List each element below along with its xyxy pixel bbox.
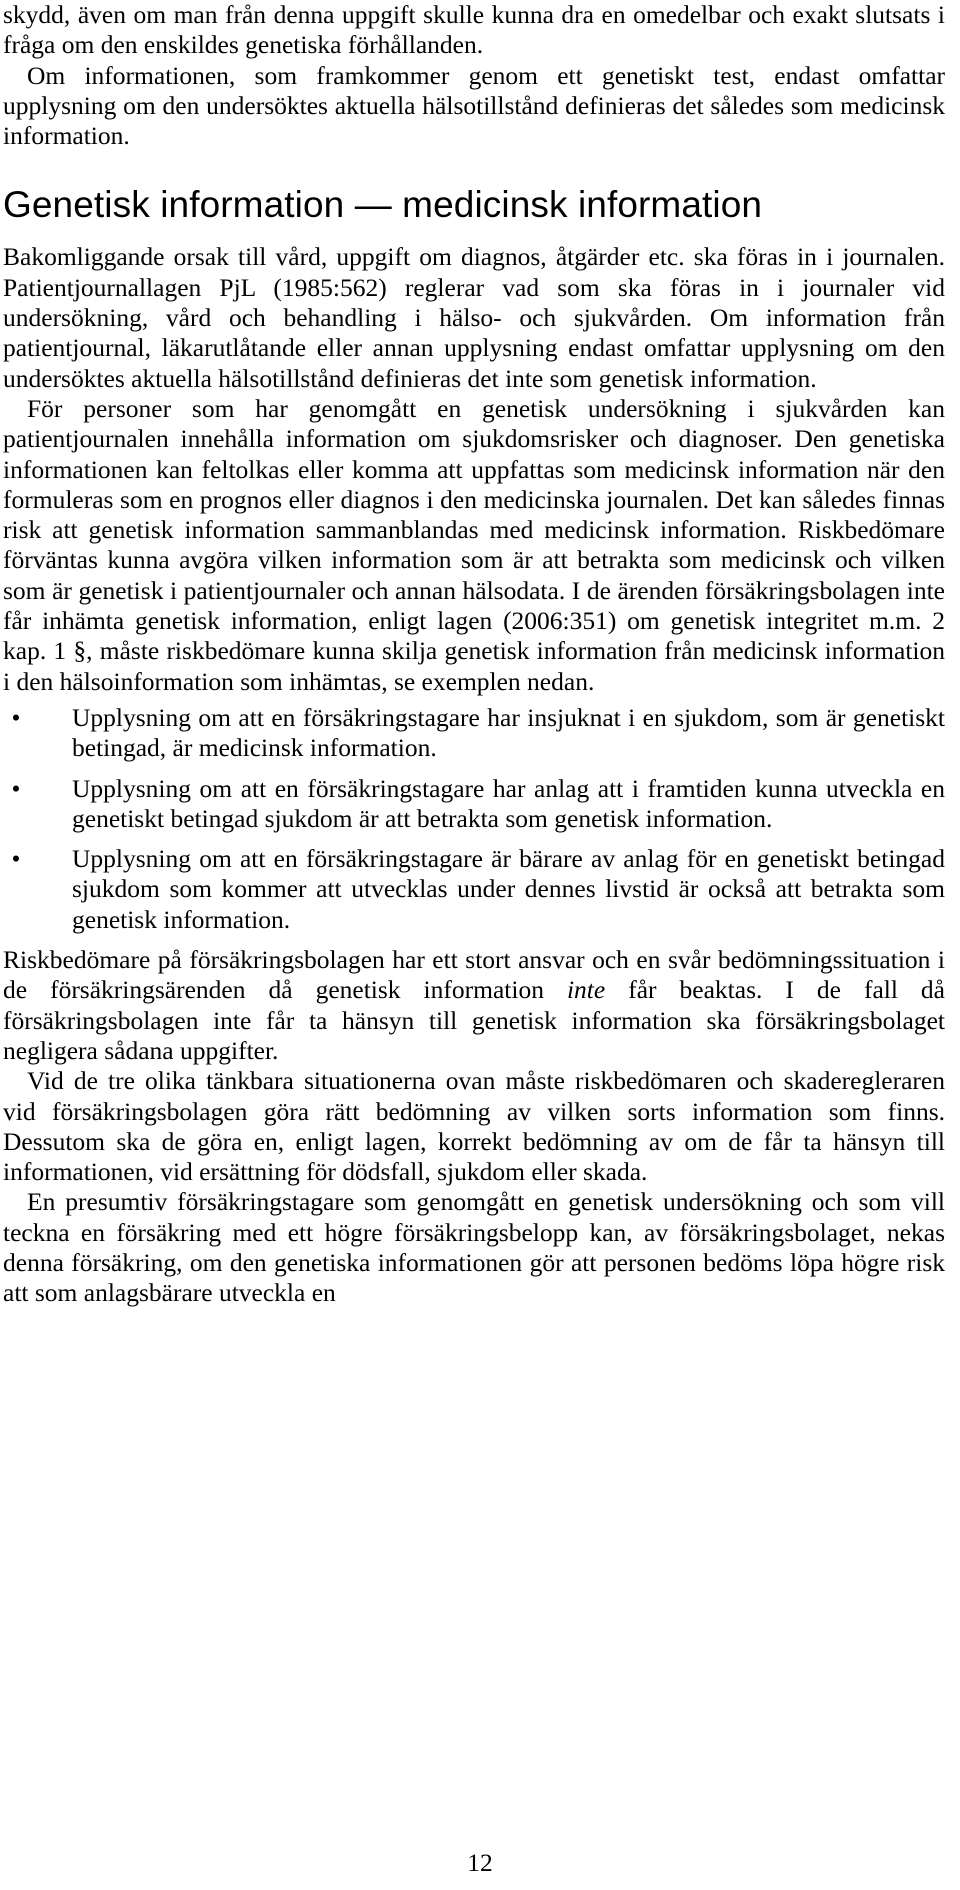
list-item (3, 844, 945, 935)
page-number: 12 (467, 1848, 493, 1877)
intro-paragraph: Om informationen, som framkommer genom ett genetiskt test, endast omfattar upplysning om den undersöktes aktuella hälsotillstånd definieras det således som medicinsk information. (3, 60, 945, 151)
section-paragraph-journal: Bakomliggande orsak till vård, uppgift om diagnos, åtgärder etc. ska föras in i journalen. Patientjournallagen PjL (1985:562) reglerar vad som ska föras in i journaler vid undersökning, vård och behandling i hälso- och sjukvården. Om information från patientjournal, läkarutlåtande eller annan upplysning endast omfattar upplysning om den undersöktes aktuella hälsotillstånd definieras det inte som genetisk information. (3, 242, 945, 393)
closing-paragraph-text-start: Riskbedömare på försäkringsbolagen har ett stort ansvar och en svår bedömningssituation i de försäkringsärenden då genetisk information (3, 945, 945, 1005)
page-content (3, 0, 945, 1309)
bullet-icon: • (11, 773, 21, 803)
list-item (3, 703, 945, 764)
list-item-text: Upplysning om att en försäkringstagare är bärare av anlag för en genetiskt betingad sjukdom som kommer att utvecklas under dennes livstid är också att betrakta som genetisk information. (72, 844, 945, 934)
emphasized-word: inte (566, 975, 606, 1005)
list-item (3, 774, 945, 835)
closing-paragraph-presumptive: En presumtiv försäkringstagare som genomgått en genetisk undersökning och som vill teckna en försäkring med ett högre försäkringsbelopp kan, av försäkringsbolaget, nekas denna försäkring, om den genetiska informationen gör att personen bedöms löpa högre risk att som anlagsbärare utveckla en (3, 1187, 945, 1308)
list-item-text: Upplysning om att en försäkringstagare har anlag att i framtiden kunna utveckla en genetiskt betingad sjukdom är att betrakta som genetisk information. (72, 773, 945, 833)
bullet-icon: • (11, 844, 21, 874)
example-list (3, 703, 945, 935)
intro-paragraph-continuation: skydd, även om man från denna uppgift skulle kunna dra en omedelbar och exakt slutsats i fråga om den enskildes genetiska förhållanden. (3, 0, 945, 60)
closing-paragraph-responsibility (3, 945, 945, 1066)
section-heading: Genetisk information — medicinsk information (3, 184, 763, 226)
closing-paragraph-text-end: får beaktas. I de fall då försäkringsbolagen inte får ta hänsyn till genetisk information ska försäkringsbolaget negligera sådana uppgifter. (3, 975, 945, 1065)
list-item-text: Upplysning om att en försäkringstagare har insjuknat i en sjukdom, som är genetiskt betingad, är medicinsk information. (72, 702, 945, 763)
closing-paragraph-situations: Vid de tre olika tänkbara situationerna ovan måste riskbedömaren och skaderegleraren vid försäkringsbolagen göra rätt bedömning av vilken sorts information som finns. Dessutom ska de göra en, enligt lagen, korrekt bedömning av om de får ta hänsyn till informationen, vid ersättning för dödsfall, sjukdom eller skada. (3, 1066, 945, 1187)
section-paragraph-genetic-examination: För personer som har genomgått en genetisk undersökning i sjukvården kan patientjournalen innehålla information om sjukdomsrisker och diagnoser. Den genetiska informationen kan feltolkas eller komma att uppfattas som medicinsk information när den formuleras som en prognos eller diagnos i den medicinska journalen. Det kan således finnas risk att genetisk information sammanblandas med medicinsk information. Riskbedömare förväntas kunna avgöra vilken information som är att betrakta som medicinsk och vilken som är genetisk i patientjournaler och annan hälsodata. I de ärenden försäkringsbolagen inte får inhämta genetisk information, enligt lagen (2006:351) om genetisk integritet m.m. 2 kap. 1 §, måste riskbedömare kunna skilja genetisk information från medicinsk information i den hälsoinformation som inhämtas, se exemplen nedan. (3, 393, 945, 696)
bullet-icon: • (11, 702, 21, 732)
